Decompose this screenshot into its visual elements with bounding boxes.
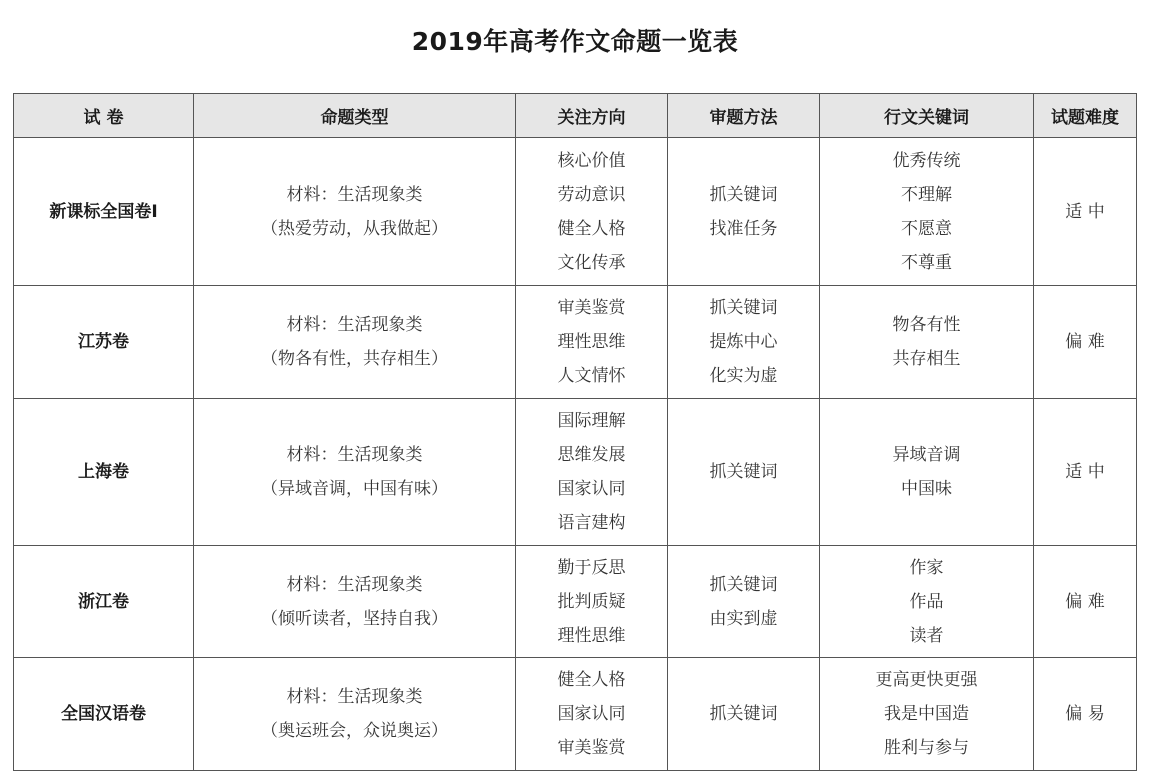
focus-item: 语言建构 (557, 513, 626, 533)
paper-cell: 新课标全国卷Ⅰ (14, 138, 194, 286)
exam-essay-table (13, 93, 1137, 771)
paper-cell: 江苏卷 (14, 286, 194, 399)
focus-item: 人文情怀 (557, 366, 626, 386)
table-header-row (14, 94, 1137, 138)
method-item: 抓关键词 (709, 298, 778, 318)
table-row (14, 399, 1137, 546)
difficulty-cell: 偏 易 (1034, 658, 1137, 771)
focus-item: 批判质疑 (557, 591, 626, 612)
method-item: 抓关键词 (709, 184, 778, 205)
keywords-cell (820, 658, 1034, 771)
method-cell (668, 286, 820, 399)
focus-cell (516, 286, 668, 399)
focus-cell (516, 399, 668, 546)
method-item: 由实到虚 (709, 608, 778, 629)
focus-item: 国际理解 (557, 411, 626, 431)
type-topic: （奥运班会，众说奥运） (261, 721, 448, 741)
difficulty-cell: 偏 难 (1034, 546, 1137, 658)
type-cell (194, 546, 516, 658)
type-topic: （热爱劳动，从我做起） (261, 218, 448, 239)
method-cell (668, 399, 820, 546)
method-item: 提炼中心 (709, 332, 778, 352)
keyword-item: 读者 (909, 625, 944, 646)
keyword-item: 中国味 (901, 479, 952, 499)
keyword-item: 作品 (909, 591, 944, 612)
focus-item: 核心价值 (557, 150, 626, 171)
focus-item: 思维发展 (557, 445, 626, 465)
method-item: 抓关键词 (709, 574, 778, 595)
keywords-cell (820, 399, 1034, 546)
focus-cell (516, 658, 668, 771)
focus-item: 审美鉴赏 (557, 298, 626, 318)
type-cell (194, 286, 516, 399)
keyword-item: 不理解 (901, 184, 952, 205)
column-header-keywords: 行文关键词 (820, 94, 1034, 138)
column-header-type: 命题类型 (194, 94, 516, 138)
type-category: 材料：生活现象类 (286, 315, 423, 335)
keywords-cell (820, 138, 1034, 286)
table-row (14, 658, 1137, 771)
difficulty-cell: 适 中 (1034, 138, 1137, 286)
method-cell (668, 546, 820, 658)
type-topic: （异域音调，中国有味） (261, 479, 448, 499)
column-header-focus: 关注方向 (516, 94, 668, 138)
page-title: 2019年高考作文命题一览表 (411, 27, 739, 56)
paper-cell: 全国汉语卷 (14, 658, 194, 771)
method-item: 找准任务 (709, 218, 778, 239)
keyword-item: 物各有性 (892, 315, 961, 335)
column-header-difficulty: 试题难度 (1034, 94, 1137, 138)
type-category: 材料：生活现象类 (286, 687, 423, 707)
focus-item: 健全人格 (557, 670, 626, 690)
keyword-item: 不愿意 (901, 218, 952, 239)
focus-item: 文化传承 (557, 252, 626, 273)
focus-item: 理性思维 (557, 332, 626, 352)
focus-cell (516, 546, 668, 658)
method-item: 化实为虚 (709, 366, 778, 386)
keyword-item: 不尊重 (901, 252, 952, 273)
focus-item: 劳动意识 (557, 184, 626, 205)
method-cell (668, 658, 820, 771)
difficulty-cell: 适 中 (1034, 399, 1137, 546)
method-cell (668, 138, 820, 286)
type-category: 材料：生活现象类 (286, 574, 423, 595)
table-row (14, 546, 1137, 658)
focus-item: 勤于反思 (557, 557, 626, 578)
method-item: 抓关键词 (709, 704, 778, 724)
keyword-item: 更高更快更强 (875, 670, 978, 690)
type-cell (194, 658, 516, 771)
type-category: 材料：生活现象类 (286, 445, 423, 465)
type-topic: （物各有性，共存相生） (261, 349, 448, 369)
keyword-item: 共存相生 (892, 349, 961, 369)
type-cell (194, 138, 516, 286)
focus-item: 审美鉴赏 (557, 738, 626, 758)
keywords-cell (820, 286, 1034, 399)
keywords-cell (820, 546, 1034, 658)
keyword-item: 异域音调 (892, 445, 961, 465)
type-category: 材料：生活现象类 (286, 184, 423, 205)
column-header-method: 审题方法 (668, 94, 820, 138)
focus-item: 理性思维 (557, 625, 626, 646)
keyword-item: 胜利与参与 (884, 738, 969, 758)
focus-cell (516, 138, 668, 286)
table-row (14, 138, 1137, 286)
keyword-item: 优秀传统 (892, 150, 961, 171)
focus-item: 国家认同 (557, 479, 626, 499)
type-topic: （倾听读者，坚持自我） (261, 608, 448, 629)
keyword-item: 我是中国造 (884, 704, 969, 724)
table-row (14, 286, 1137, 399)
focus-item: 健全人格 (557, 218, 626, 239)
method-item: 抓关键词 (709, 462, 778, 482)
paper-cell: 上海卷 (14, 399, 194, 546)
difficulty-cell: 偏 难 (1034, 286, 1137, 399)
type-cell (194, 399, 516, 546)
column-header-paper: 试 卷 (14, 94, 194, 138)
keyword-item: 作家 (909, 557, 944, 578)
focus-item: 国家认同 (557, 704, 626, 724)
paper-cell: 浙江卷 (14, 546, 194, 658)
